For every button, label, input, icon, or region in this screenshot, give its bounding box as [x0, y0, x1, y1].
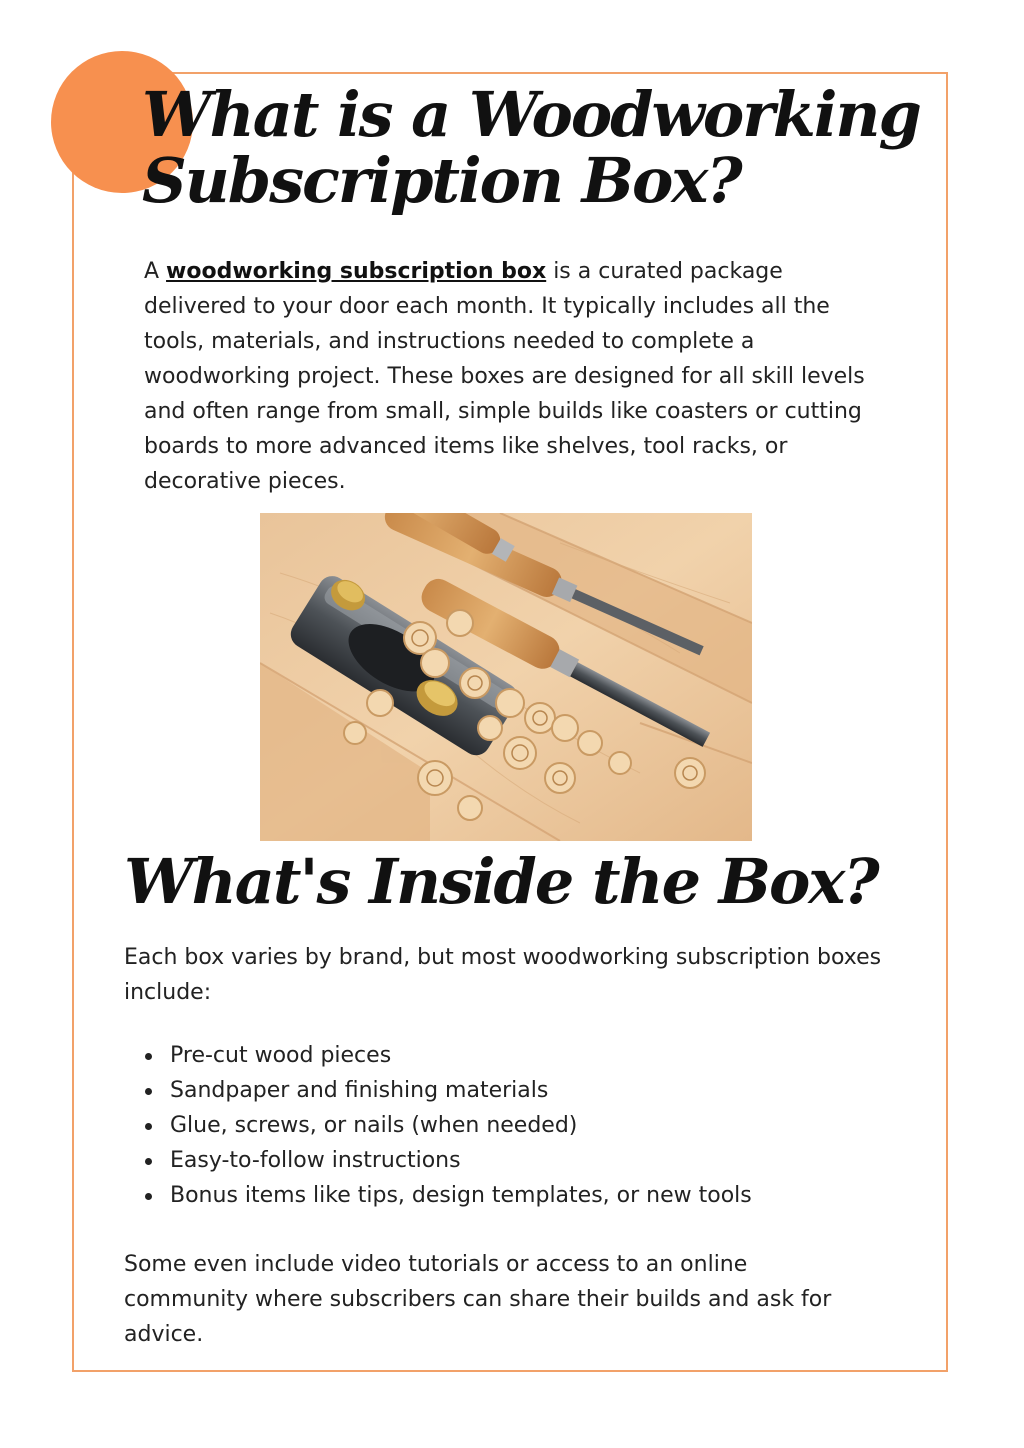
- list-item: Sandpaper and finishing materials: [124, 1073, 752, 1108]
- section-title-what-is: What is a Woodworking Subscription Box?: [142, 78, 920, 217]
- intro-paragraph: [144, 254, 884, 499]
- section-title-inside-box: What's Inside the Box?: [124, 845, 878, 918]
- outro-paragraph: Some even include video tutorials or access to an online community where subscribers can share their builds and ask for advice.: [124, 1252, 832, 1347]
- subscription-box-link[interactable]: woodworking subscription box: [166, 259, 547, 284]
- intro-prefix: A: [144, 259, 167, 284]
- woodworking-tools-photo: [260, 513, 752, 841]
- list-item: Glue, screws, or nails (when needed): [124, 1108, 752, 1143]
- list-item: Pre-cut wood pieces: [124, 1038, 752, 1073]
- intro-rest: is a curated package delivered to your door each month. It typically includes all the tools, materials, and instructions needed to complete a woodworking project. These boxes are designed for all skill levels and often range from small, simple builds like coasters or cutting boards to more advanced items like shelves, tool racks, or decorative pieces.: [144, 259, 865, 494]
- inside-intro-paragraph: Each box varies by brand, but most woodworking subscription boxes include:: [124, 945, 882, 1005]
- list-item: Easy-to-follow instructions: [124, 1143, 752, 1178]
- list-item: Bonus items like tips, design templates, or new tools: [124, 1178, 752, 1213]
- contents-list: [124, 1038, 752, 1213]
